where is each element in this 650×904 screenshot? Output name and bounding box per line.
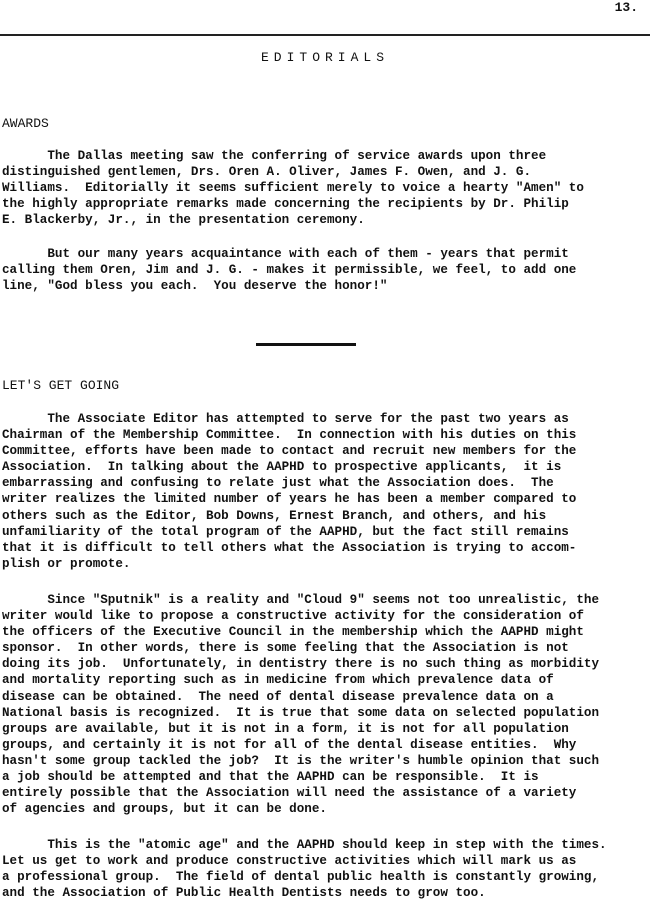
lets-get-going-heading: LET'S GET GOING — [2, 378, 120, 393]
awards-paragraph-2: But our many years acquaintance with each of them - years that permit calling them Oren, Jim and J. G. - makes it permissible, we feel, to add one line, "God bless you each. You deserve the honor!" — [2, 247, 577, 294]
section-title: EDITORIALS — [260, 50, 389, 65]
header-rule — [0, 34, 650, 36]
lets-get-going-paragraph-1: The Associate Editor has attempted to serve for the past two years as Chairman of the Membership Committee. In connection with his duties on this Committee, efforts have been made to contact and recruit new members for the Association. In talking about the AAPHD to prospective applicants, it is embarrassing and confusing to relate just what the Association does. The writer realizes the limited number of years he has been a member compared to others such as the Editor, Bob Downs, Ernest Branch, and others, and his unfamiliarity of the total program of the AAPHD, but the fact still remains that it is difficult to tell others what the Association is trying to accom- plish or promote. — [2, 412, 577, 571]
page-number: 13. — [614, 0, 638, 15]
awards-paragraph-1: The Dallas meeting saw the conferring of service awards upon three distinguished gentlemen, Drs. Oren A. Oliver, James F. Owen, and J. G. Williams. Editorially it seems sufficient merely to voice a hearty "Amen" to the highly appropriate remarks made concerning the recipients by Dr. Philip E. Blackerby, Jr., in the presentation ceremony. — [2, 149, 584, 228]
awards-heading: AWARDS — [2, 116, 49, 131]
section-divider — [256, 343, 356, 346]
lets-get-going-paragraph-3: This is the "atomic age" and the AAPHD should keep in step with the times. Let us get to work and produce constructive activities which will mark us as a professional group. The field of dental public health is constantly growing, and the Association of Public Health Dentists needs to grow too. — [2, 838, 607, 901]
lets-get-going-paragraph-2: Since "Sputnik" is a reality and "Cloud 9" seems not too unrealistic, the writer would like to propose a constructive activity for the consideration of the officers of the Executive Council in the membership which the AAPHD might sponsor. In other words, there is some feeling that the Association is not doing its job. Unfortunately, in dentistry there is no such thing as morbidity and mortality reporting such as in medicine from which prevalence data of disease can be obtained. The need of dental disease prevalence data on a National basis is recognized. It is true that some data on selected population groups are available, but it is not in a form, it is not for all population groups, and certainly it is not for all of the dental disease entities. Why hasn't some group tackled the job? It is the writer's humble opinion that such a job should be attempted and that the AAPHD can be responsible. It is entirely possible that the Association will need the assistance of a variety of agencies and groups, but it can be done. — [2, 593, 600, 817]
